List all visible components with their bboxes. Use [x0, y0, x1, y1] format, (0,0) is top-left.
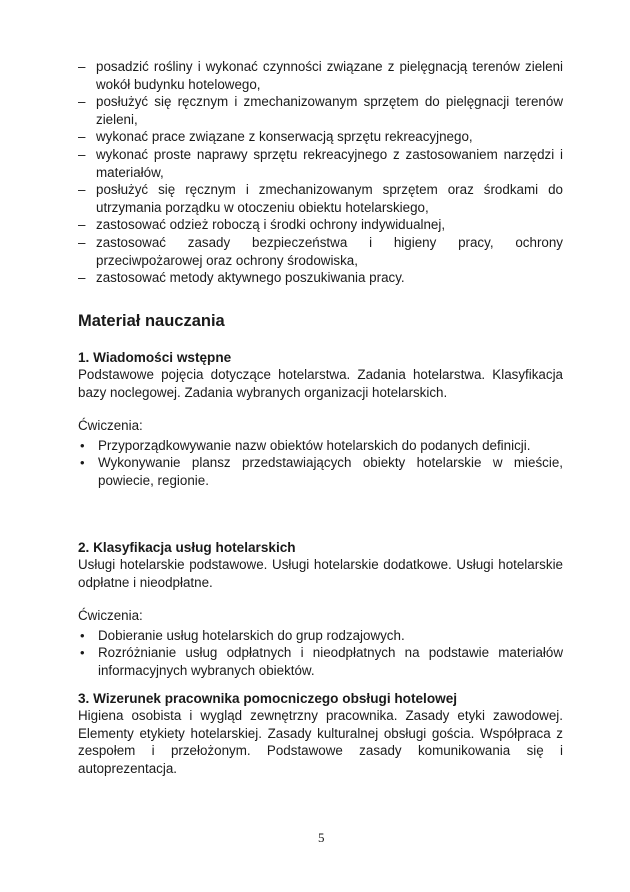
exercises-list — [78, 627, 563, 680]
unit-body: Usługi hotelarskie podstawowe. Usługi hotelarskie dodatkowe. Usługi hotelarskie odpłatne i nieodpłatne. — [78, 557, 563, 590]
skill-item: – zastosować zasady bezpieczeństwa i higieny pracy, ochrony przeciwpożarowej oraz ochrony środowiska, — [78, 234, 563, 269]
skill-item: – posadzić rośliny i wykonać czynności związane z pielęgnacją terenów zieleni wokół budynku hotelowego, — [78, 58, 563, 93]
unit-3 — [78, 690, 563, 777]
skill-item: – zastosować odzież roboczą i środki ochrony indywidualnej, — [78, 216, 563, 234]
exercise-item: • Wykonywanie plansz przedstawiających obiekty hotelarskie w mieście, powiecie, regionie. — [78, 454, 563, 489]
exercise-item: • Dobieranie usług hotelarskich do grup rodzajowych. — [78, 627, 563, 645]
skill-item: – posłużyć się ręcznym i zmechanizowanym sprzętem do pielęgnacji terenów zieleni, — [78, 93, 563, 128]
unit-heading: 1. Wiadomości wstępne — [78, 350, 232, 365]
exercise-item: • Przyporządkowywanie nazw obiektów hotelarskich do podanych definicji. — [78, 437, 563, 455]
exercises-label: Ćwiczenia: — [78, 418, 143, 433]
unit-heading: 2. Klasyfikacja usług hotelarskich — [78, 540, 296, 555]
skill-item: – zastosować metody aktywnego poszukiwania pracy. — [78, 269, 563, 287]
section-title: Materiał nauczania — [78, 312, 225, 330]
exercises-list — [78, 437, 563, 490]
unit-2 — [78, 539, 563, 679]
unit-body: Podstawowe pojęcia dotyczące hotelarstwa. Zadania hotelarstwa. Klasyfikacja bazy noclegowej. Zadania wybranych organizacji hotelarskich. — [78, 367, 563, 400]
skills-list — [78, 58, 563, 287]
skill-item: – wykonać prace związane z konserwacją sprzętu rekreacyjnego, — [78, 128, 563, 146]
exercise-item: • Rozróżnianie usług odpłatnych i nieodpłatnych na podstawie materiałów informacyjnych wybranych obiektów. — [78, 644, 563, 679]
unit-heading: 3. Wizerunek pracownika pomocniczego obsługi hotelowej — [78, 691, 458, 706]
page-number: 5 — [318, 830, 325, 845]
unit-body: Higiena osobista i wygląd zewnętrzny pracownika. Zasady etyki zawodowej. Elementy etykiety hotelarskiej. Zasady kulturalnej obsługi gościa. Współpraca z zespołem i przełożonym. Podstawowe zasady komunikowania się i autoprezentacja. — [78, 708, 563, 776]
exercises-label: Ćwiczenia: — [78, 608, 143, 623]
skill-item: – posłużyć się ręcznym i zmechanizowanym sprzętem oraz środkami do utrzymania porządku w otoczeniu obiektu hotelarskiego, — [78, 181, 563, 216]
unit-1 — [78, 349, 563, 489]
skill-item: – wykonać proste naprawy sprzętu rekreacyjnego z zastosowaniem narzędzi i materiałów, — [78, 146, 563, 181]
